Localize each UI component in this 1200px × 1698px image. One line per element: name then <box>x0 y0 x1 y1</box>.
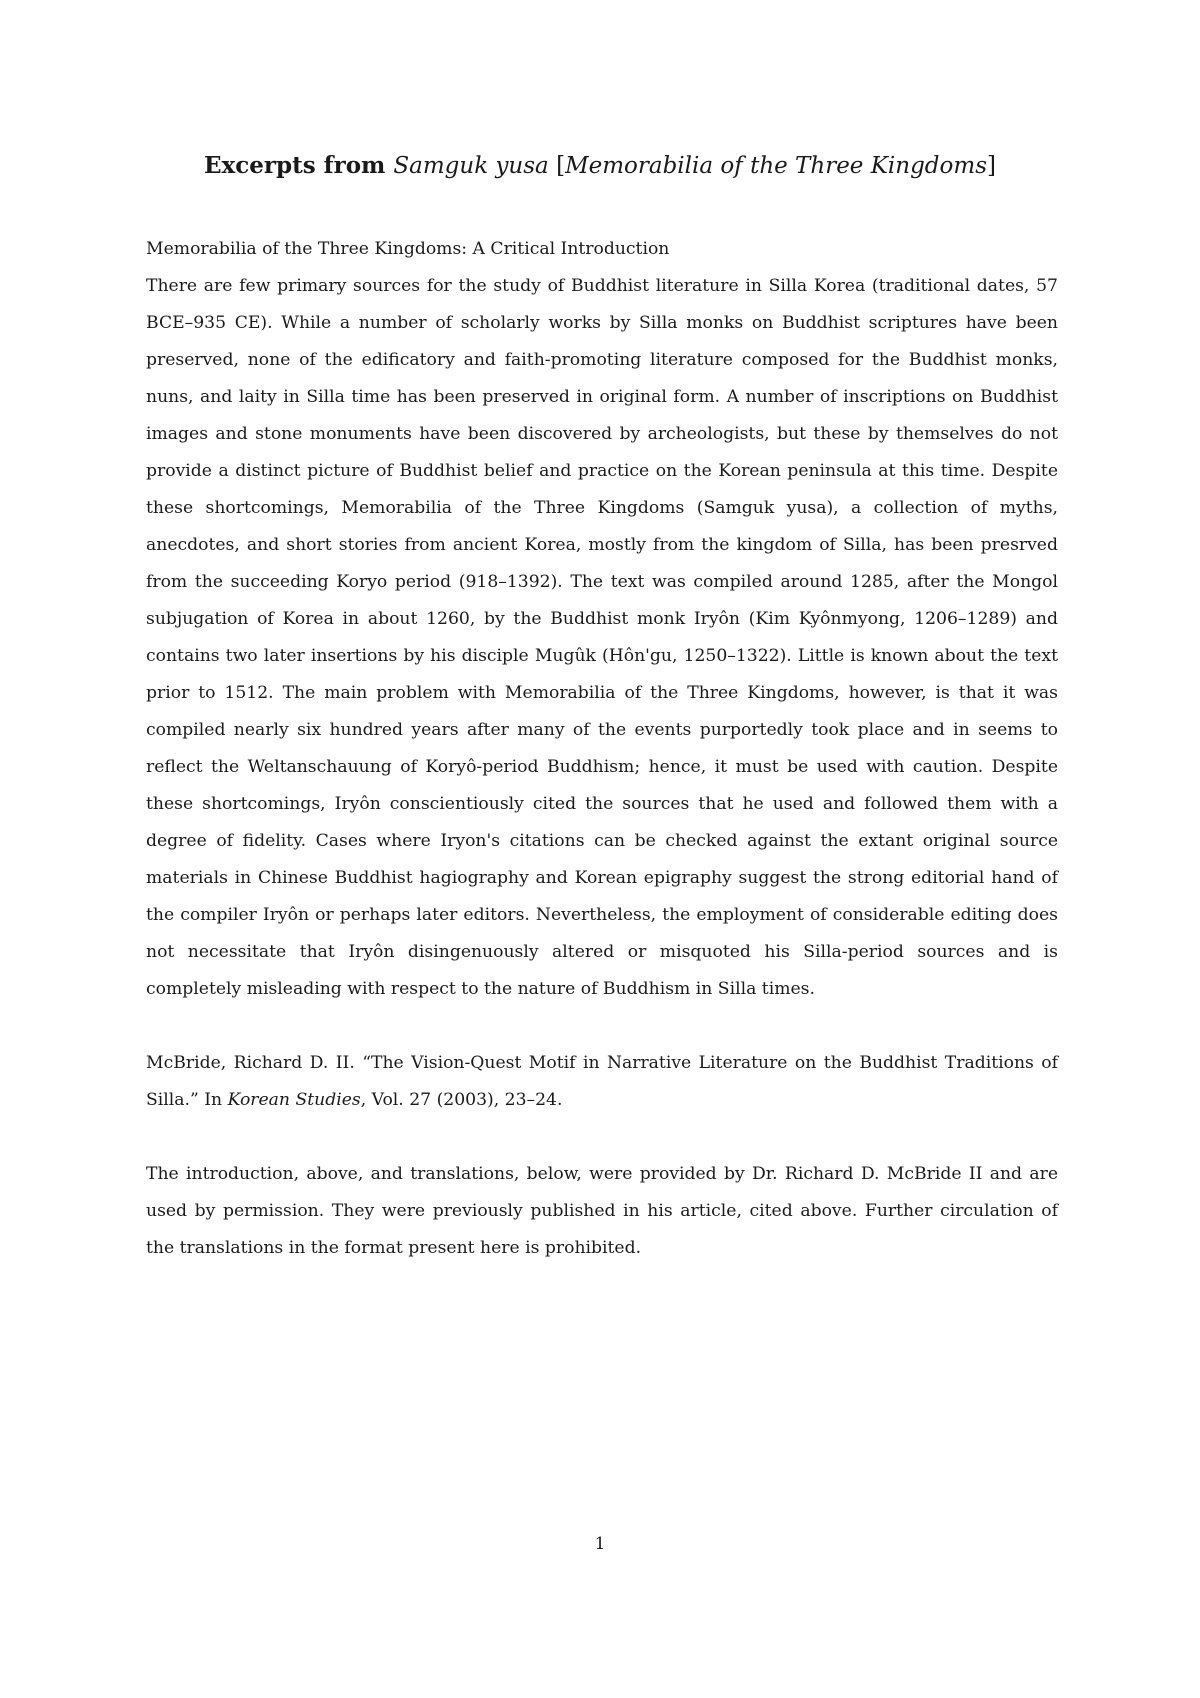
citation-details: , Vol. 27 (2003), 23–24. <box>360 1090 563 1110</box>
intro-paragraph: There are few primary sources for the study of Buddhist literature in Silla Korea (traditional dates, 57 BCE–935 CE). While a number of scholarly works by Silla monks on Buddhist scriptures have been preserved, none of the edificatory and faith-promoting literature composed for the Buddhist monks, nuns, and laity in Silla time has been preserved in original form. A number of inscriptions on Buddhist images and stone monuments have been discovered by archeologists, but these by themselves do not provide a distinct picture of Buddhist belief and practice on the Korean peninsula at this time. Despite these shortcomings, Memorabilia of the Three Kingdoms (Samguk yusa), a collection of myths, anecdotes, and short stories from ancient Korea, mostly from the kingdom of Silla, has been presrved from the succeeding Koryo period (918–1392). The text was compiled around 1285, after the Mongol subjugation of Korea in about 1260, by the Buddhist monk Iryôn (Kim Kyônmyong, 1206–1289) and contains two later insertions by his disciple Mugûk (Hôn'gu, 1250–1322). Little is known about the text prior to 1512. The main problem with Memorabilia of the Three Kingdoms, however, is that it was compiled nearly six hundred years after many of the events purportedly took place and in seems to reflect the Weltanschauung of Koryô-period Buddhism; hence, it must be used with caution. Despite these shortcomings, Iryôn conscientiously cited the sources that he used and followed them with a degree of fidelity. Cases where Iryon's citations can be checked against the extant original source materials in Chinese Buddhist hagiography and Korean epigraphy suggest the strong editorial hand of the compiler Iryôn or perhaps later editors. Nevertheless, the employment of considerable editing does not necessitate that Iryôn disingenuously altered or misquoted his Silla-period sources and is completely misleading with respect to the nature of Buddhism in Silla times. <box>146 276 1058 999</box>
title-bracket-open: [ <box>548 153 566 179</box>
title-lead: Excerpts from <box>204 152 394 179</box>
permission-paragraph: The introduction, above, and translations, below, were provided by Dr. Richard D. McBride II and are used by permission. They were previously published in his article, cited above. Further circulation of the translations in the format present here is prohibited. <box>146 1164 1058 1258</box>
intro-heading: Memorabilia of the Three Kingdoms: A Critical Introduction <box>146 239 670 259</box>
paragraph-spacer <box>146 1008 1058 1045</box>
page-title <box>0 150 1200 182</box>
page-number: 1 <box>594 1534 606 1554</box>
citation-paragraph <box>146 1045 1058 1119</box>
page-content <box>146 231 1058 1267</box>
paragraph-spacer <box>146 1119 1058 1156</box>
citation-text: McBride, Richard D. II. “The Vision-Quest Motif in Narrative Literature on the Buddhist Traditions of Silla.” In <box>146 1053 1058 1110</box>
title-bracket-close: ] <box>987 153 996 179</box>
title-translation: Memorabilia of the Three Kingdoms <box>565 153 987 179</box>
citation-journal: Korean Studies <box>227 1090 361 1110</box>
title-work: Samguk yusa <box>393 153 549 179</box>
